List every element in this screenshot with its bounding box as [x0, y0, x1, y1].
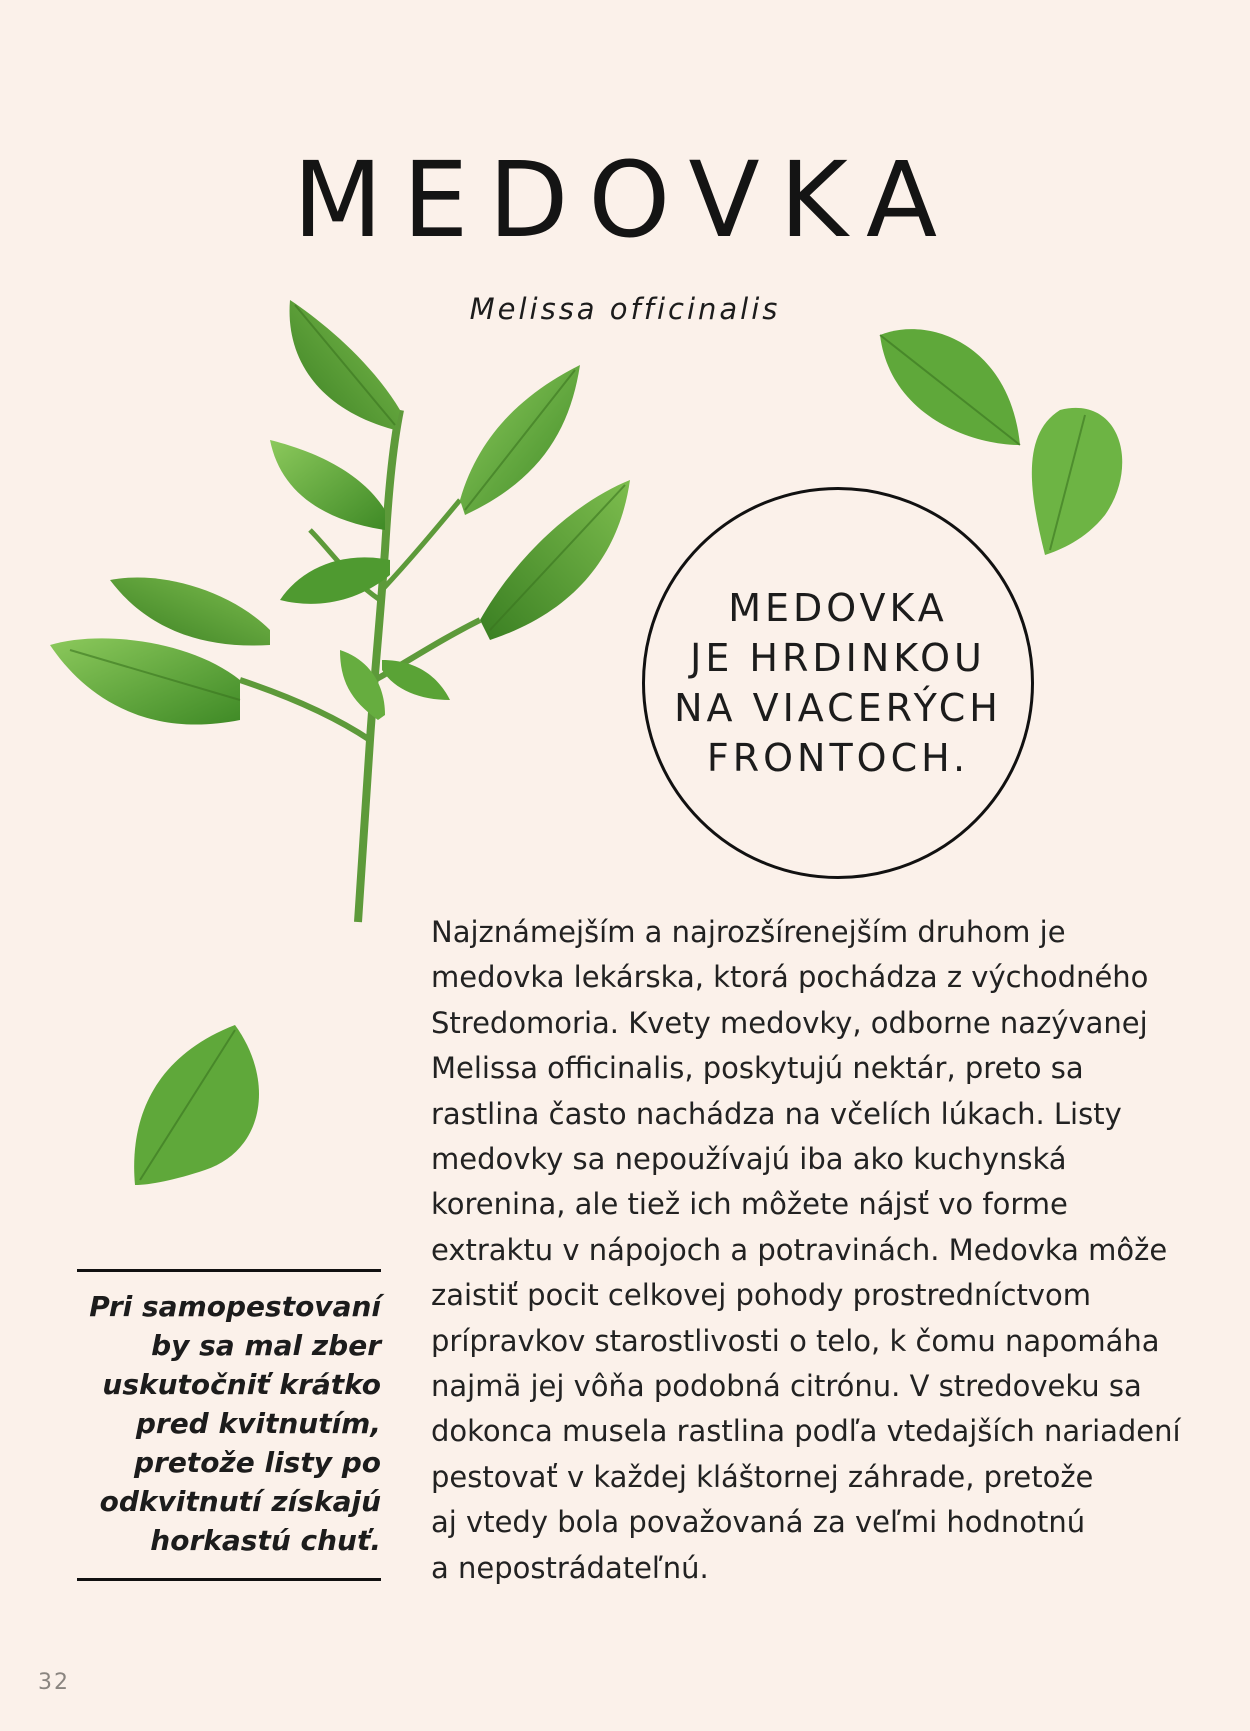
lemon-balm-sprig-illustration — [40, 300, 700, 960]
quote-line: MEDOVKA — [728, 586, 948, 630]
quote-line: FRONTOCH. — [706, 736, 970, 780]
tip-line: pretože listy po — [133, 1446, 381, 1479]
body-line: Melissa officinalis, poskytujú nektár, preto sa — [431, 1051, 1084, 1086]
tip-line: odkvitnutí získajú — [99, 1485, 381, 1518]
leaf-illustration — [125, 1020, 275, 1190]
body-paragraph — [431, 910, 1181, 1591]
latin-name: Melissa officinalis — [469, 292, 781, 326]
tip-line: Pri samopestovaní — [89, 1290, 381, 1323]
quote-line: NA VIACERÝCH — [674, 686, 1002, 730]
page-number: 32 — [38, 1670, 70, 1695]
body-line: prípravkov starostlivosti o telo, k čomu napomáha — [431, 1323, 1160, 1358]
tip-callout — [70, 1287, 381, 1560]
body-line: Stredomoria. Kvety medovky, odborne nazývanej — [431, 1005, 1148, 1040]
body-line: medovka lekárska, ktorá pochádza z východného — [431, 960, 1149, 995]
body-line: medovky sa nepoužívajú iba ako kuchynská — [431, 1142, 1067, 1177]
body-line: aj vtedy bola považovaná za veľmi hodnotnú — [431, 1505, 1086, 1540]
body-line: dokonca musela rastlina podľa vtedajších nariadení — [431, 1414, 1181, 1449]
body-line: extraktu v nápojoch a potravinách. Medovka môže — [431, 1232, 1168, 1267]
tip-rule-bottom — [77, 1578, 381, 1581]
body-line: a nepostrádateľnú. — [431, 1550, 709, 1585]
tip-line: horkastú chuť. — [150, 1524, 381, 1557]
body-line: rastlina často nachádza na včelích lúkach. Listy — [431, 1096, 1122, 1131]
tip-line: by sa mal zber — [151, 1329, 381, 1362]
body-line: zaistiť pocit celkovej pohody prostredníctvom — [431, 1278, 1091, 1313]
quote-circle — [642, 487, 1034, 879]
body-line: korenina, ale tiež ich môžete nájsť vo forme — [431, 1187, 1068, 1222]
page-title: MEDOVKA — [292, 139, 958, 261]
quote-line: JE HRDINKOU — [690, 636, 986, 680]
tip-line: pred kvitnutím, — [135, 1407, 381, 1440]
body-line: pestovať v každej kláštornej záhrade, pretože — [431, 1459, 1094, 1494]
body-line: Najznámejším a najrozšírenejším druhom je — [431, 915, 1066, 949]
body-line: najmä jej vôňa podobná citrónu. V stredoveku sa — [431, 1369, 1142, 1404]
tip-rule-top — [77, 1269, 381, 1272]
tip-line: uskutočniť krátko — [102, 1368, 381, 1401]
